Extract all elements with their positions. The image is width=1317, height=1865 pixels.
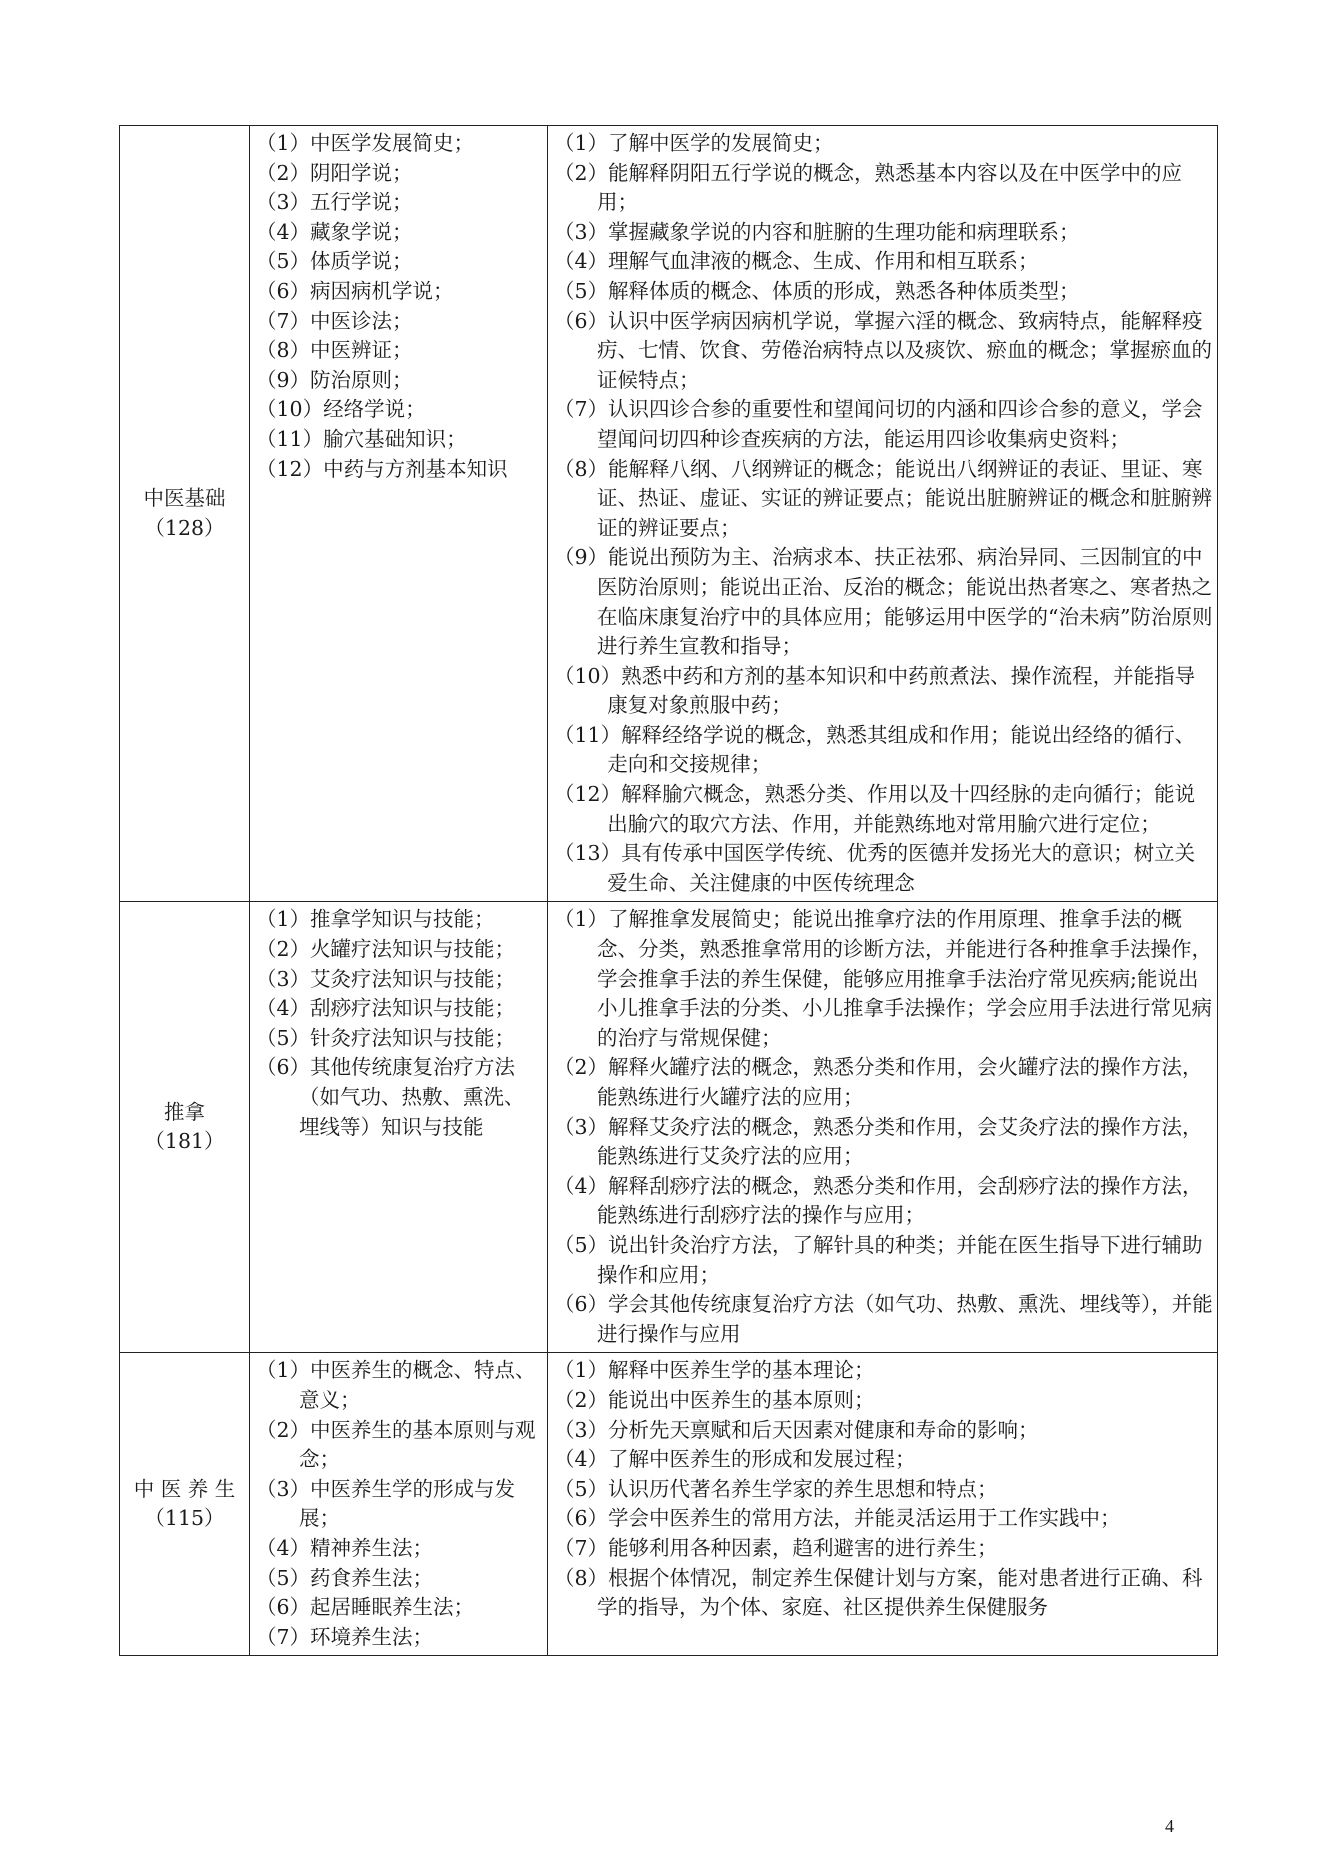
content-item: （1）中医养生的概念、特点、意义； bbox=[256, 1358, 536, 1412]
requirement-item: （4）理解气血津液的概念、生成、作用和相互联系； bbox=[554, 249, 1039, 274]
content-item: （5）针灸疗法知识与技能； bbox=[256, 1025, 516, 1050]
requirement-item: （5）说出针灸治疗方法，了解针具的种类；并能在医生指导下进行辅助操作和应用； bbox=[554, 1232, 1203, 1287]
content-item: （4）刮痧疗法知识与技能； bbox=[256, 996, 516, 1021]
requirement-item: （5）认识历代著名养生学家的养生思想和特点； bbox=[554, 1476, 998, 1501]
requirement-item: （1）解释中医养生学的基本理论； bbox=[554, 1358, 875, 1383]
content-item: （3）艾灸疗法知识与技能； bbox=[256, 966, 516, 991]
content-item: （2）阴阳学说； bbox=[256, 160, 413, 185]
course-name: 中医基础 bbox=[143, 486, 226, 511]
requirement-item: （8）根据个体情况，制定养生保健计划与方案，能对患者进行正确、科学的指导，为个体、家庭、社区提供养生保健服务 bbox=[554, 1565, 1203, 1620]
content-cell-list bbox=[256, 129, 543, 484]
requirement-cell-list bbox=[554, 129, 1213, 898]
requirement-item: （3）解释艾灸疗法的概念，熟悉分类和作用，会艾灸疗法的操作方法，能熟练进行艾灸疗法的应用； bbox=[554, 1114, 1203, 1169]
requirement-item: （3）掌握藏象学说的内容和脏腑的生理功能和病理联系； bbox=[554, 219, 1080, 244]
content-item: （6）其他传统康复治疗方法（如气功、热敷、熏洗、埋线等）知识与技能 bbox=[256, 1055, 525, 1139]
course-hours: （115） bbox=[144, 1506, 225, 1531]
requirement-cell-list bbox=[554, 905, 1213, 1349]
course-cell bbox=[120, 1353, 250, 1656]
requirement-item: （11）解释经络学说的概念，熟悉其组成和作用；能说出经络的循行、走向和交接规律； bbox=[554, 722, 1196, 777]
requirement-item: （5）解释体质的概念、体质的形成，熟悉各种体质类型； bbox=[554, 278, 1080, 303]
requirement-item: （8）能解释八纲、八纲辨证的概念；能说出八纲辨证的表证、里证、寒证、热证、虚证、实证的辨证要点；能说出脏腑辨证的概念和脏腑辨证的辨证要点； bbox=[554, 456, 1213, 540]
content-item: （11）腧穴基础知识； bbox=[256, 426, 467, 451]
content-item: （6）病因病机学说； bbox=[256, 278, 454, 303]
course-hours: （128） bbox=[144, 515, 225, 540]
content-item: （12）中药与方剂基本知识 bbox=[256, 456, 508, 481]
content-item: （3）中医养生学的形成与发展； bbox=[256, 1476, 516, 1531]
content-cell-list bbox=[256, 905, 543, 1142]
requirement-item: （2）解释火罐疗法的概念，熟悉分类和作用，会火罐疗法的操作方法，能熟练进行火罐疗法的应用； bbox=[554, 1055, 1203, 1109]
requirement-cell bbox=[548, 1353, 1218, 1656]
content-item: （7）中医诊法； bbox=[256, 308, 413, 333]
content-cell-list bbox=[256, 1356, 543, 1652]
table-row bbox=[120, 902, 1218, 1353]
course-cell bbox=[120, 126, 250, 902]
course-cell bbox=[120, 902, 250, 1353]
requirement-item: （4）解释刮痧疗法的概念，熟悉分类和作用，会刮痧疗法的操作方法，能熟练进行刮痧疗法的操作与应用； bbox=[554, 1173, 1203, 1228]
requirement-item: （1）了解推拿发展简史；能说出推拿疗法的作用原理、推拿手法的概念、分类，熟悉推拿常用的诊断方法，并能进行各种推拿手法操作，学会推拿手法的养生保健，能够应用推拿手法治疗常见疾病;能说出小儿推拿手法的分类、小儿推拿手法操作；学会应用手法进行常见病的治疗与常规保健； bbox=[554, 907, 1213, 1050]
content-item: （8）中医辨证； bbox=[256, 338, 413, 363]
requirement-item: （3）分析先天禀赋和后天因素对健康和寿命的影响； bbox=[554, 1417, 1039, 1442]
course-hours: （181） bbox=[144, 1129, 225, 1154]
table-row bbox=[120, 126, 1218, 902]
requirement-cell bbox=[548, 126, 1218, 902]
content-item: （9）防治原则； bbox=[256, 367, 413, 392]
requirement-item: （4）了解中医养生的形成和发展过程； bbox=[554, 1447, 916, 1472]
requirement-item: （12）解释腧穴概念，熟悉分类、作用以及十四经脉的走向循行；能说出腧穴的取穴方法、作用，并能熟练地对常用腧穴进行定位； bbox=[554, 782, 1196, 836]
content-item: （6）起居睡眠养生法； bbox=[256, 1595, 475, 1620]
requirement-item: （9）能说出预防为主、治病求本、扶正祛邪、病治异同、三因制宜的中医防治原则；能说出正治、反治的概念；能说出热者寒之、寒者热之在临床康复治疗中的具体应用；能够运用中医学的“治未病”防治原则进行养生宣教和指导； bbox=[554, 545, 1213, 659]
requirement-item: （6）学会中医养生的常用方法，并能灵活运用于工作实践中； bbox=[554, 1506, 1121, 1531]
content-item: （4）精神养生法； bbox=[256, 1535, 434, 1560]
content-item: （7）环境养生法； bbox=[256, 1624, 434, 1649]
requirement-cell bbox=[548, 902, 1218, 1353]
requirement-item: （7）能够利用各种因素，趋利避害的进行养生； bbox=[554, 1535, 998, 1560]
content-item: （5）药食养生法； bbox=[256, 1565, 434, 1590]
requirement-item: （6）学会其他传统康复治疗方法（如气功、热敷、熏洗、埋线等），并能进行操作与应用 bbox=[554, 1292, 1213, 1346]
content-item: （5）体质学说； bbox=[256, 249, 413, 274]
content-item: （1）中医学发展简史； bbox=[256, 131, 475, 155]
table-row bbox=[120, 1353, 1218, 1656]
content-cell bbox=[250, 126, 548, 902]
page-number: 4 bbox=[1165, 1816, 1174, 1836]
course-name: 中 医 养 生 bbox=[133, 1476, 236, 1501]
requirement-item: （6）认识中医学病因病机学说，掌握六淫的概念、致病特点，能解释疫疠、七情、饮食、劳倦治病特点以及痰饮、瘀血的概念；掌握瘀血的证候特点； bbox=[554, 308, 1213, 392]
content-item: （3）五行学说； bbox=[256, 190, 413, 215]
table-body bbox=[120, 126, 1218, 1656]
requirement-item: （7）认识四诊合参的重要性和望闻问切的内涵和四诊合参的意义，学会望闻问切四种诊查疾病的方法，能运用四诊收集病史资料； bbox=[554, 397, 1203, 451]
curriculum-table bbox=[119, 125, 1218, 1656]
requirement-item: （2）能解释阴阳五行学说的概念，熟悉基本内容以及在中医学中的应用； bbox=[554, 160, 1183, 215]
content-item: （2）中医养生的基本原则与观念； bbox=[256, 1417, 536, 1472]
content-cell bbox=[250, 902, 548, 1353]
content-cell bbox=[250, 1353, 548, 1656]
requirement-item: （1）了解中医学的发展简史； bbox=[554, 131, 834, 155]
requirement-item: （2）能说出中医养生的基本原则； bbox=[554, 1387, 875, 1412]
content-item: （4）藏象学说； bbox=[256, 219, 413, 244]
course-name: 推拿 bbox=[164, 1099, 205, 1124]
content-item: （2）火罐疗法知识与技能； bbox=[256, 937, 516, 962]
requirement-item: （13）具有传承中国医学传统、优秀的医德并发扬光大的意识；树立关爱生命、关注健康的中医传统理念 bbox=[554, 841, 1196, 895]
content-item: （1）推拿学知识与技能； bbox=[256, 907, 495, 932]
requirement-cell-list bbox=[554, 1356, 1213, 1622]
requirement-item: （10）熟悉中药和方剂的基本知识和中药煎煮法、操作流程，并能指导康复对象煎服中药； bbox=[554, 663, 1196, 718]
content-item: （10）经络学说； bbox=[256, 397, 426, 422]
